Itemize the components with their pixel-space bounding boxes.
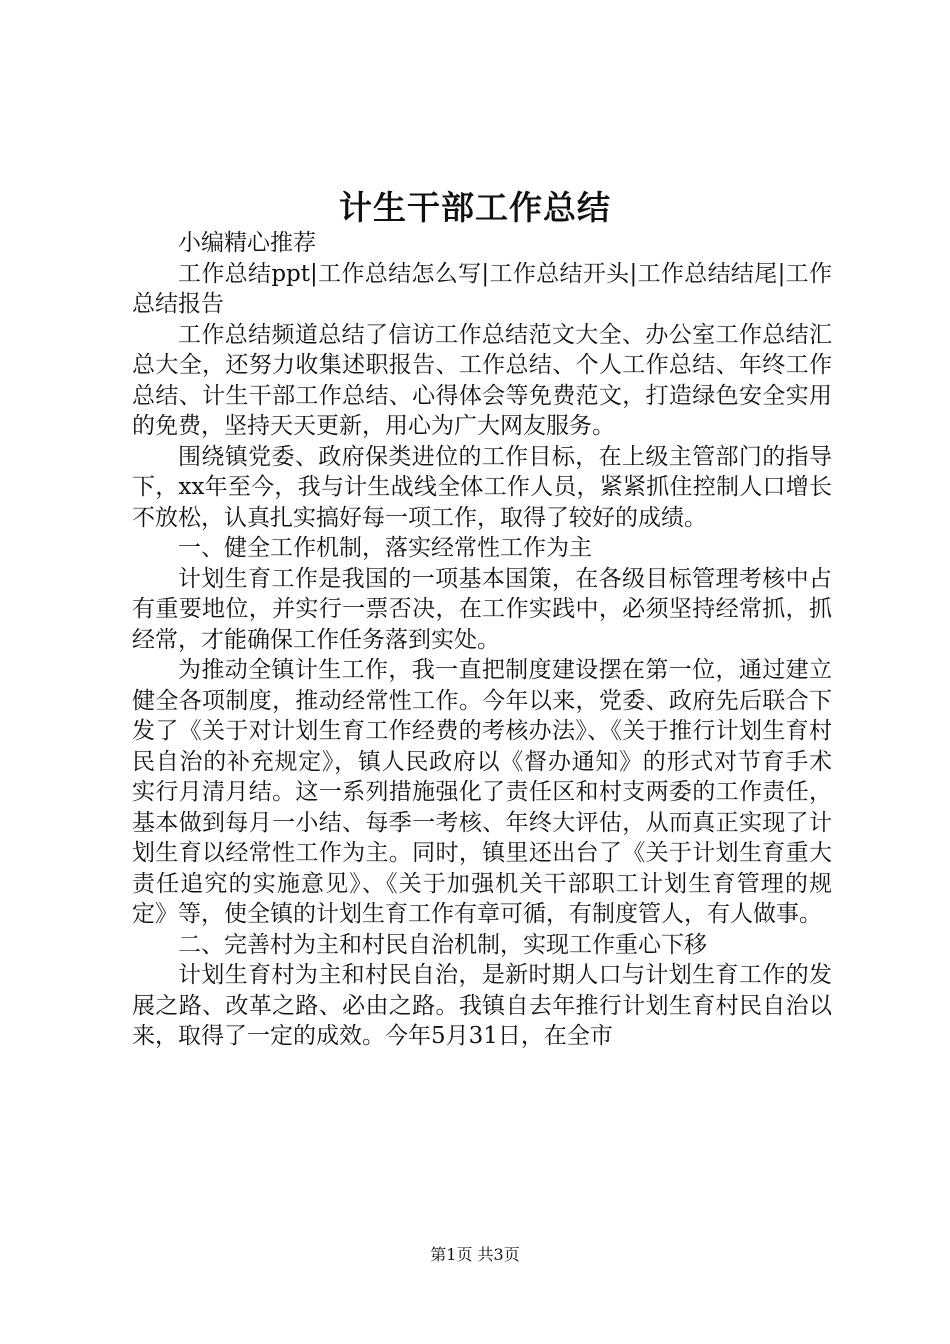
document-title: 计生干部工作总结 — [339, 188, 611, 227]
paragraph-village-autonomy: 计划生育村为主和村民自治，是新时期人口与计划生育工作的发展之路、改革之路、必由之路。我镇自去年推行计划生育村民自治以来，取得了一定的成效。今年5月31日，在全市 — [132, 962, 832, 1049]
paragraph-policy: 计划生育工作是我国的一项基本国策，在各级目标管理考核中占有重要地位，并实行一票否决，在工作实践中，必须坚持经常抓，抓经常，才能确保工作任务落到实处。 — [132, 565, 832, 653]
paragraph-recommendation: 小编精心推荐 — [178, 230, 316, 256]
paragraph-channel-intro: 工作总结频道总结了信访工作总结范文大全、办公室工作总结汇总大全，还努力收集述职报告、工作总结、个人工作总结、年终工作总结、计生干部工作总结、心得体会等免费范文，打造绿色安全实用的免费，坚持天天更新，用心为广大网友服务。 — [132, 321, 832, 439]
section-heading-2: 二、完善村为主和村民自治机制，实现工作重心下移 — [178, 931, 707, 958]
page-number-footer: 第1页 共3页 — [430, 1245, 520, 1264]
paragraph-overview: 围绕镇党委、政府保类进位的工作目标，在上级主管部门的指导下，xx年至今，我与计生战线全体工作人员，紧紧抓住控制人口增长不放松，认真扎实搞好每一项工作，取得了较好的成绩。 — [132, 443, 832, 531]
section-heading-1: 一、健全工作机制，落实经常性工作为主 — [178, 535, 592, 561]
paragraph-system-building: 为推动全镇计生工作，我一直把制度建设摆在第一位，通过建立健全各项制度，推动经常性工作。今年以来，党委、政府先后联合下发了《关于对计划生育工作经费的考核办法》、《关于推行计划生育村民自治的补充规定》，镇人民政府以《督办通知》的形式对节育手术实行月清月结。这一系列措施强化了责任区和村支两委的工作责任，基本做到每月一小结、每季一考核、年终大评估，从而真正实现了计划生育以经常性工作为主。同时，镇里还出台了《关于计划生育重大责任追究的实施意见》、《关于加强机关干部职工计划生育管理的规定》等，使全镇的计划生育工作有章可循，有制度管人，有人做事。 — [132, 657, 832, 927]
paragraph-related-links: 工作总结ppt|工作总结怎么写|工作总结开头|工作总结结尾|工作总结报告 — [132, 260, 832, 317]
document-body — [132, 228, 832, 1052]
